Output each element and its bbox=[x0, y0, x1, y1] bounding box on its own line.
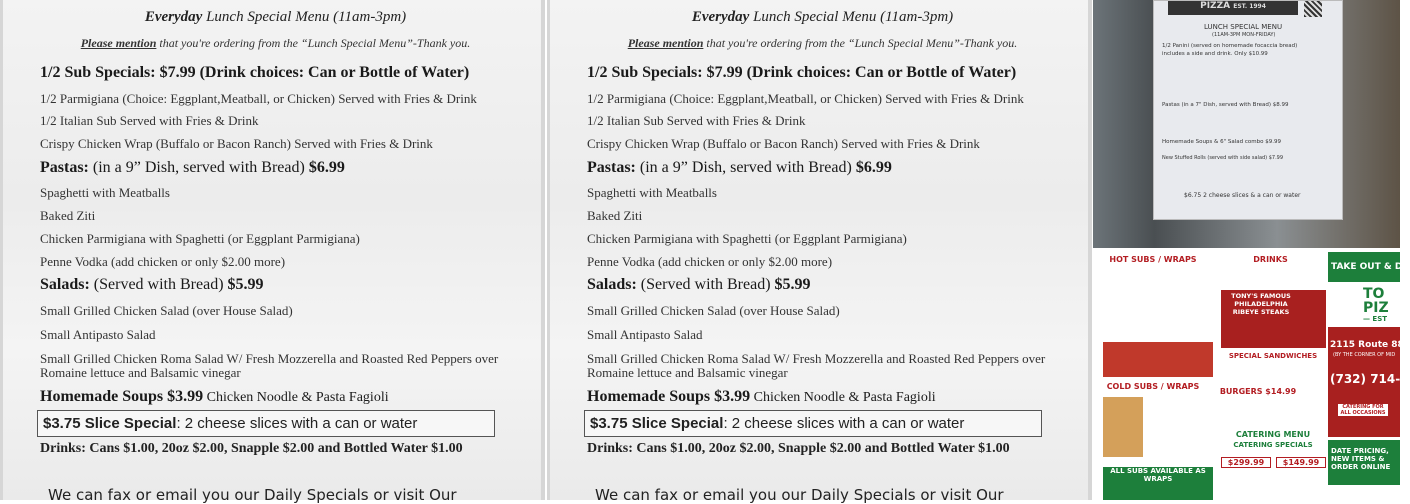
salads-heading: Salads: (Served with Bread) $5.99 bbox=[40, 276, 264, 293]
flyer-heading: COLD SUBS / WRAPS bbox=[1106, 382, 1200, 391]
menu-item: Baked Ziti bbox=[40, 208, 96, 223]
menu-item: Crispy Chicken Wrap (Buffalo or Bacon Ranch) Served with Fries & Drink bbox=[40, 136, 433, 151]
catering-price: $299.99 bbox=[1221, 457, 1271, 468]
menu-mention-note: Please mention that you're ordering from the “Lunch Special Menu”-Thank you. bbox=[80, 36, 471, 50]
catering-price: $149.99 bbox=[1276, 457, 1326, 468]
flyer-heading: CATERING SPECIALS bbox=[1233, 441, 1313, 449]
flyer-phone: (732) 714- bbox=[1330, 372, 1401, 386]
salads-heading: Salads: (Served with Bread) $5.99 bbox=[587, 276, 811, 293]
pastas-heading: Pastas: (in a 9” Dish, served with Bread) $6.99 bbox=[40, 159, 345, 176]
menu-item: Small Grilled Chicken Roma Salad W/ Fresh Mozzerella and Roasted Red Peppers over bbox=[587, 351, 1046, 366]
menu-title: Everyday Lunch Special Menu (11am-3pm) bbox=[144, 9, 407, 25]
photo-line: Homemade Soups & 6" Salad combo $9.99 bbox=[1162, 139, 1281, 145]
photo-line: 1/2 Panini (served on homemade focaccia bread) bbox=[1162, 43, 1298, 49]
menu-item: Spaghetti with Meatballs bbox=[40, 185, 170, 200]
menu-item: Crispy Chicken Wrap (Buffalo or Bacon Ranch) Served with Fries & Drink bbox=[587, 136, 980, 151]
pastas-heading: Pastas: (in a 9” Dish, served with Bread) $6.99 bbox=[587, 159, 892, 176]
menu-item: Chicken Parmigiana with Spaghetti (or Eggplant Parmigiana) bbox=[587, 231, 907, 246]
photo-menu-sheet bbox=[1153, 0, 1343, 220]
flyer-heading: CATERING MENU bbox=[1235, 430, 1311, 439]
menu-photo[interactable] bbox=[1093, 0, 1400, 248]
menu-item: Romaine lettuce and Balsamic vinegar bbox=[40, 365, 241, 380]
menu-item: Baked Ziti bbox=[587, 208, 643, 223]
menu-item: 1/2 Parmigiana (Choice: Eggplant,Meatball, or Chicken) Served with Fries & Drink bbox=[587, 91, 1024, 106]
photo-line: New Stuffed Rolls (served with side salad) $7.99 bbox=[1162, 155, 1284, 161]
flyer-address: 2115 Route 88 i bbox=[1330, 340, 1410, 350]
photo-hours: (11AM-3PM MON-FRIDAY) bbox=[1212, 32, 1276, 38]
drinks-line: Drinks: Cans $1.00, 20oz $2.00, Snapple $2.00 and Bottled Water $1.00 bbox=[40, 441, 463, 456]
photo-line: includes a side and drink. Only $10.99 bbox=[1162, 51, 1268, 57]
flyer-heading: TONY'S FAMOUS PHILADELPHIA RIBEYE STEAKS bbox=[1231, 292, 1291, 316]
menu-item: Penne Vodka (add chicken or only $2.00 more) bbox=[587, 254, 833, 269]
flyer-logo-est: — EST bbox=[1363, 315, 1388, 323]
menu-item: Small Antipasto Salad bbox=[40, 327, 156, 342]
photo-line: $6.75 2 cheese slices & a can or water bbox=[1184, 192, 1301, 199]
sub-specials-heading: 1/2 Sub Specials: $7.99 (Drink choices: Can or Bottle of Water) bbox=[40, 64, 470, 81]
menu-item: Spaghetti with Meatballs bbox=[587, 185, 717, 200]
flyer-heading: BURGERS $14.99 bbox=[1219, 387, 1297, 396]
takeout-flyer-image[interactable] bbox=[1093, 252, 1410, 500]
lunch-menu-image[interactable] bbox=[0, 0, 545, 504]
flyer-heading: SPECIAL SANDWICHES bbox=[1228, 352, 1318, 360]
menu-item: Romaine lettuce and Balsamic vinegar bbox=[587, 365, 788, 380]
lunch-menu-image[interactable] bbox=[547, 0, 1092, 504]
footer-script-text: We can fax or email you our Daily Specials or visit Our bbox=[48, 486, 457, 504]
slice-special-box: $3.75 Slice Special: 2 cheese slices with a can or water bbox=[37, 410, 495, 437]
sub-specials-heading: 1/2 Sub Specials: $7.99 (Drink choices: Can or Bottle of Water) bbox=[587, 64, 1017, 81]
photo-brand: PIZZA EST. 1994 bbox=[1168, 1, 1298, 15]
flyer-heading: DRINKS bbox=[1253, 255, 1288, 264]
menu-item: Chicken Parmigiana with Spaghetti (or Eggplant Parmigiana) bbox=[40, 231, 360, 246]
flyer-heading: HOT SUBS / WRAPS bbox=[1109, 255, 1197, 264]
menu-item: 1/2 Italian Sub Served with Fries & Drink bbox=[587, 113, 806, 128]
soups-heading: Homemade Soups $3.99 Chicken Noodle & Pasta Fagioli bbox=[587, 388, 936, 405]
menu-item: Small Grilled Chicken Roma Salad W/ Fresh Mozzerella and Roasted Red Peppers over bbox=[40, 351, 499, 366]
menu-title: Everyday Lunch Special Menu (11am-3pm) bbox=[691, 9, 954, 25]
photo-heading: LUNCH SPECIAL MENU bbox=[1204, 23, 1283, 31]
menu-item: Small Antipasto Salad bbox=[587, 327, 703, 342]
flyer-logo: TO PIZ bbox=[1363, 286, 1389, 316]
flyer-heading: DATE PRICING, NEW ITEMS & ORDER ONLINE bbox=[1331, 447, 1391, 471]
flyer-heading: ALL SUBS AVAILABLE AS WRAPS bbox=[1110, 467, 1206, 483]
menu-item: Small Grilled Chicken Salad (over House Salad) bbox=[40, 303, 293, 318]
menu-mention-note: Please mention that you're ordering from the “Lunch Special Menu”-Thank you. bbox=[627, 36, 1018, 50]
footer-script-text: We can fax or email you our Daily Specials or visit Our bbox=[595, 486, 1004, 504]
qr-code-icon bbox=[1304, 1, 1322, 17]
menu-item: Penne Vodka (add chicken or only $2.00 more) bbox=[40, 254, 286, 269]
slice-special-box: $3.75 Slice Special: 2 cheese slices with a can or water bbox=[584, 410, 1042, 437]
menu-item: Small Grilled Chicken Salad (over House Salad) bbox=[587, 303, 840, 318]
drinks-line: Drinks: Cans $1.00, 20oz $2.00, Snapple $2.00 and Bottled Water $1.00 bbox=[587, 441, 1010, 456]
soups-heading: Homemade Soups $3.99 Chicken Noodle & Pasta Fagioli bbox=[40, 388, 389, 405]
menu-item: 1/2 Italian Sub Served with Fries & Drink bbox=[40, 113, 259, 128]
flyer-heading: TAKE OUT & DE bbox=[1331, 262, 1409, 272]
photo-line: Pastas (in a 7" Dish, served with Bread) $8.99 bbox=[1162, 102, 1289, 108]
flyer-address-note: (BY THE CORNER OF MID bbox=[1333, 352, 1396, 358]
flyer-badge: CATERING FOR ALL OCCASIONS bbox=[1338, 404, 1388, 416]
menu-item: 1/2 Parmigiana (Choice: Eggplant,Meatball, or Chicken) Served with Fries & Drink bbox=[40, 91, 477, 106]
